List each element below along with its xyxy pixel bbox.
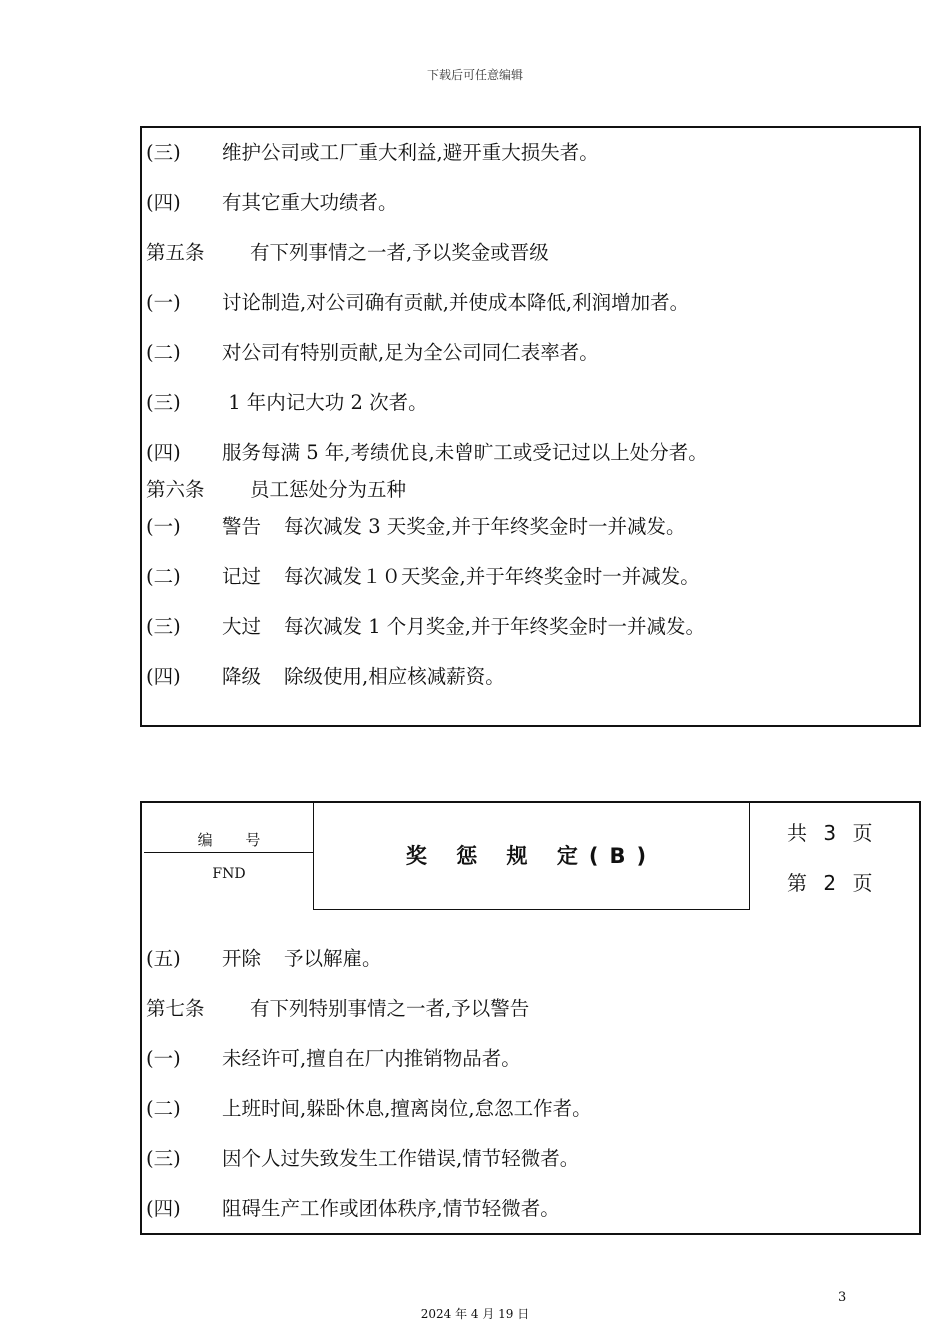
document-code-cell (144, 803, 314, 909)
clause-line: (三) 大过 每次减发 1 个月奖金,并于年终奖金时一并减发。 (146, 615, 706, 638)
clause-line: (五) 开除 予以解雇。 (146, 947, 382, 970)
document-title: 奖 惩 规 定(B) (405, 844, 658, 868)
divider (144, 852, 314, 853)
article-heading: 第五条 有下列事情之一者,予以奖金或晋级 (146, 241, 549, 264)
header-note: 下载后可任意编辑 (426, 68, 523, 82)
total-pages: 共 3 页 (787, 821, 873, 845)
article-heading: 第七条 有下列特别事情之一者,予以警告 (146, 997, 530, 1020)
clause-line: (三) 因个人过失致发生工作错误,情节轻微者。 (146, 1147, 580, 1170)
clause-line: (一) 警告 每次减发 3 天奖金,并于年终奖金时一并减发。 (146, 515, 686, 538)
page-number: 3 (838, 1290, 847, 1305)
footer-date: 2024 年 4 月 19 日 (420, 1307, 530, 1321)
clause-line: (三) 维护公司或工厂重大利益,避开重大损失者。 (146, 141, 599, 164)
article-heading: 第六条 员工惩处分为五种 (146, 478, 407, 501)
regulation-box-top (140, 126, 921, 727)
clause-line: (四) 有其它重大功绩者。 (146, 191, 398, 214)
clause-line: (四) 阻碍生产工作或团体秩序,情节轻微者。 (146, 1197, 560, 1220)
code-value: FND (212, 866, 246, 882)
regulation-box-bottom (140, 801, 921, 1235)
code-label: 编 号 (197, 831, 275, 849)
document-title-cell (313, 801, 750, 910)
clause-line: (二) 上班时间,躲卧休息,擅离岗位,怠忽工作者。 (146, 1097, 592, 1120)
clause-line: (二) 对公司有特别贡献,足为全公司同仁表率者。 (146, 341, 599, 364)
clause-line: (二) 记过 每次减发１０天奖金,并于年终奖金时一并减发。 (146, 565, 700, 588)
clause-line: (一) 讨论制造,对公司确有贡献,并使成本降低,利润增加者。 (146, 291, 690, 314)
current-page: 第 2 页 (787, 871, 873, 895)
clause-line: (四) 服务每满 5 年,考绩优良,未曾旷工或受记过以上处分者。 (146, 441, 708, 464)
clause-line: (三) 1 年内记大功 2 次者。 (146, 391, 428, 414)
clause-line: (四) 降级 除级使用,相应核减薪资。 (146, 665, 505, 688)
clause-line: (一) 未经许可,擅自在厂内推销物品者。 (146, 1047, 521, 1070)
